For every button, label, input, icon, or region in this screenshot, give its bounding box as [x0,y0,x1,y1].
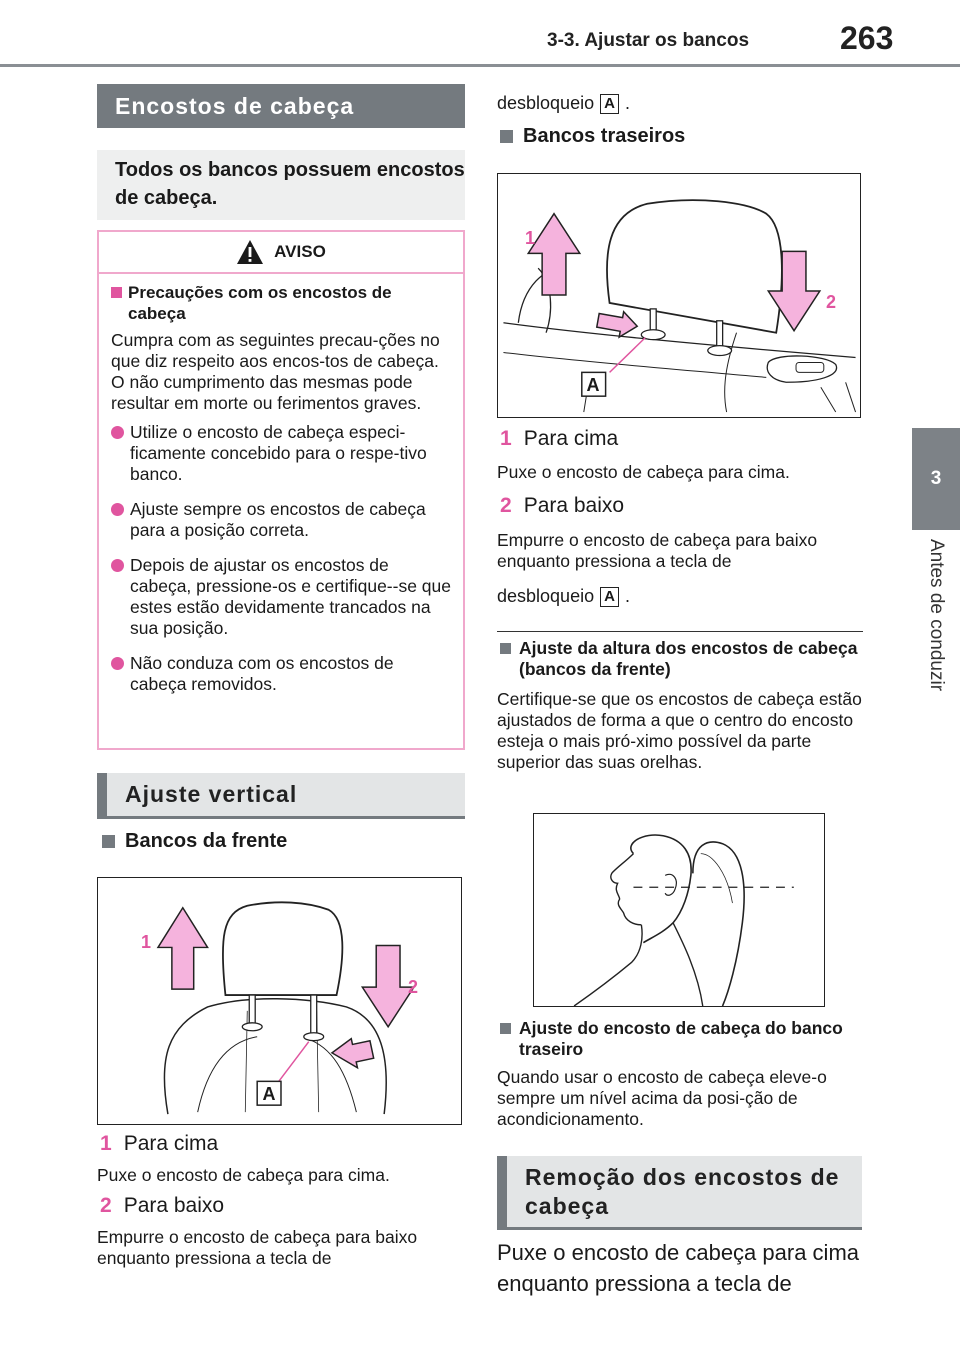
round-bullet-icon [111,657,124,670]
figure-label-1: 1 [141,932,152,952]
header-divider [0,64,960,67]
rear-adjust-heading: Ajuste do encosto de cabeça do banco traseiro [500,1018,860,1060]
warning-label: AVISO [274,242,326,261]
section-breadcrumb: 3-3. Ajustar os bancos [547,30,750,51]
release-key-label: A [600,94,619,114]
rear-step-down-desc: Empurre o encosto de cabeça para baixo enquanto pressiona a tecla de [497,530,818,571]
rear-adjust-text: Quando usar o encosto de cabeça eleve-o sempre um nível acima da posi-ção de acondicionamento. [497,1067,827,1129]
chapter-tab-label: Antes de conduzir [926,538,947,692]
rear-step-down: 2 Para baixo [500,494,625,517]
step-up-desc: Puxe o encosto de cabeça para cima. [97,1165,390,1185]
rear-seats-heading: Bancos traseiros [500,125,685,148]
square-bullet-icon [500,643,511,654]
warning-bullet: Depois de ajustar os encostos de cabeça, pressione-os e certifique--se que estes estão devidamente trancados na sua posição. [111,555,453,639]
round-bullet-icon [111,426,124,439]
round-bullet-icon [111,559,124,572]
figure-label-a: A [586,374,600,395]
square-bullet-icon [500,130,513,143]
warning-bullet: Ajuste sempre os encostos de cabeça para a posição correta. [111,499,453,541]
rear-headrest-figure [497,173,861,418]
chapter-tab-number[interactable]: 3 [912,428,960,530]
step-down-desc: Empurre o encosto de cabeça para baixo enquanto pressiona a tecla de [97,1227,418,1268]
step-down: 2 Para baixo [100,1194,225,1217]
figure-label-a: A [262,1083,276,1104]
section-title-vertical: Ajuste vertical [97,773,465,819]
warning-paragraph: Cumpra com as seguintes precau-ções no que diz respeito aos encos-tos de cabeça. O não cumprimento das mesmas pode resultar em morte ou ferimentos graves. [111,330,440,413]
figure-label-2: 2 [408,977,419,997]
section-title-headrests: Encostos de cabeça [97,84,465,128]
head-position-illustration [534,814,824,1006]
warning-bullet: Utilize o encosto de cabeça especi-ficamente concebido para o respe-tivo banco. [111,422,453,485]
warning-header [99,232,463,274]
rear-step-up-desc: Puxe o encosto de cabeça para cima. [497,462,790,482]
removal-text: Puxe o encosto de cabeça para cima enquanto pressiona a tecla de [497,1240,860,1296]
warning-box [97,230,465,750]
warning-triangle-icon [236,239,264,265]
intro-box: Todos os bancos possuem encostos de cabeça. [97,150,465,220]
height-adjust-text: Certifique-se que os encostos de cabeça estão ajustados de forma a que o centro do encosto esteja o mais pró-ximo possível da parte superior das suas orelhas. [497,689,862,772]
square-bullet-icon [102,835,115,848]
section-divider [497,631,863,632]
front-seats-heading: Bancos da frente [102,830,287,853]
height-adjust-heading: Ajuste da altura dos encostos de cabeça (bancos da frente) [500,638,860,680]
page-number: 263 [840,20,894,56]
rear-step-up: 1 Para cima [500,427,619,450]
unlock-continuation: desbloqueio A . [497,93,630,113]
warning-bullet: Não conduza com os encostos de cabeça removidos. [111,653,453,695]
warning-heading: Precauções com os encostos de cabeça [111,282,453,324]
release-key-label: A [600,587,619,607]
square-bullet-icon [500,1023,511,1034]
figure-label-1: 1 [525,228,536,248]
section-title-removal: Remoção dos encostos de cabeça [497,1156,862,1230]
rear-headrest-illustration [498,174,860,417]
round-bullet-icon [111,503,124,516]
head-position-figure [533,813,825,1007]
step-up: 1 Para cima [100,1132,219,1155]
figure-label-2: 2 [826,292,837,312]
square-bullet-icon [111,287,122,298]
rear-unlock-continuation: desbloqueio A . [497,586,630,606]
